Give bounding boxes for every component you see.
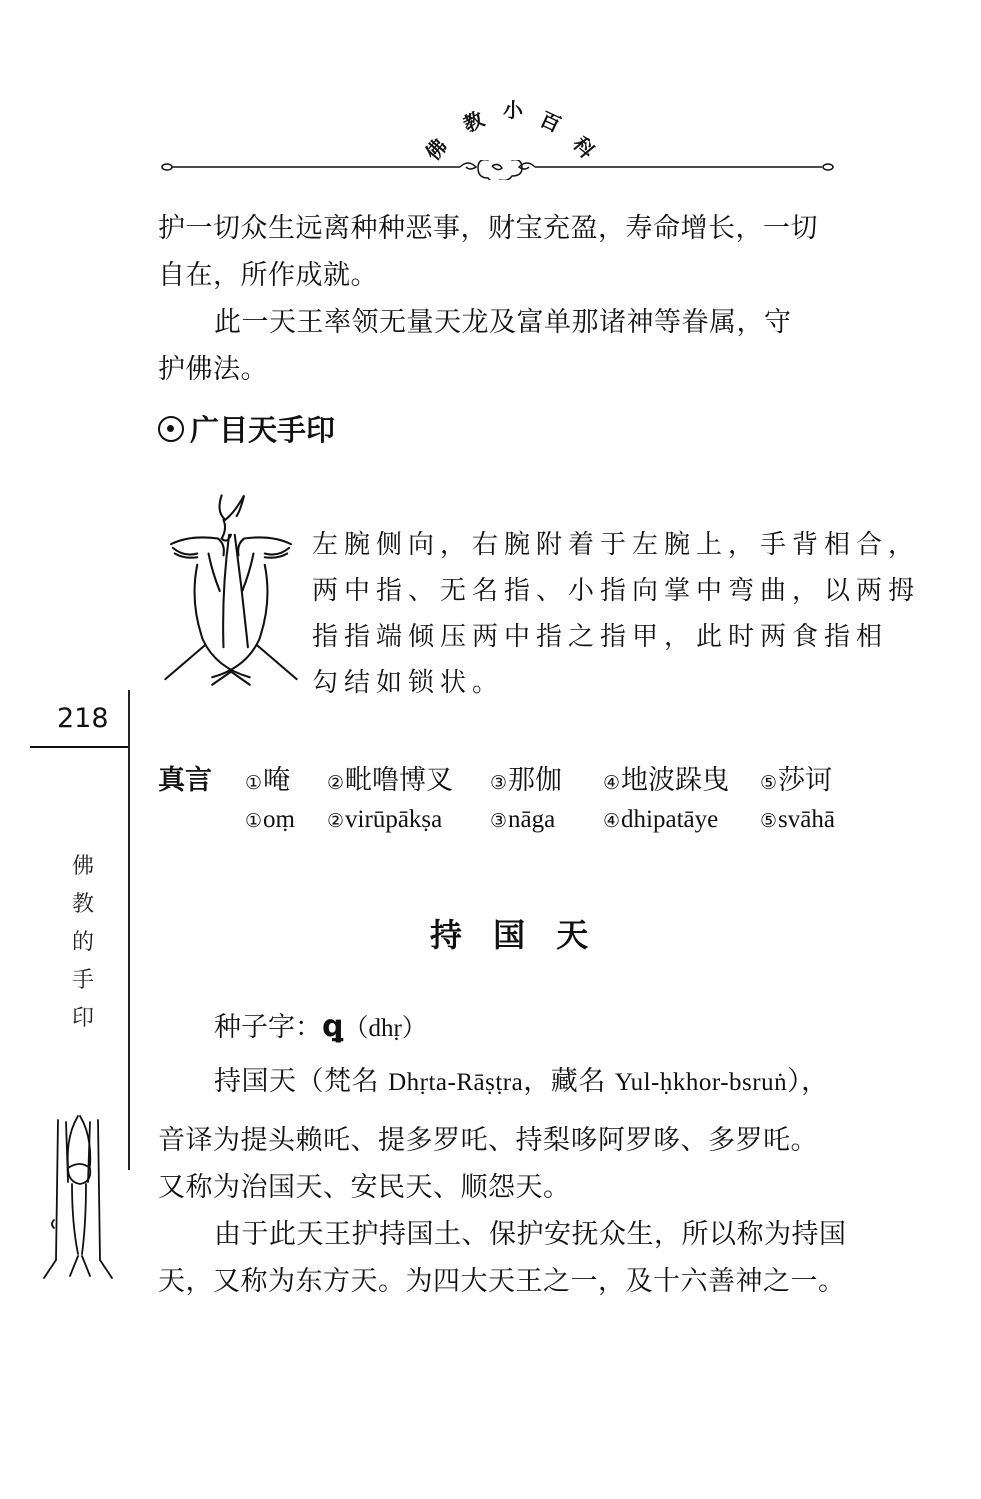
text-span: 持国天（梵名 — [214, 1066, 389, 1097]
mantra-cn: 唵 — [263, 765, 291, 795]
mudra-heading-text: 广目天手印 — [190, 413, 336, 447]
mantra-chinese-row — [245, 758, 865, 797]
mantra-latin: svāhā — [778, 806, 835, 833]
mantra-number: ① — [245, 811, 263, 832]
text-line: 由于此天王护持国土、保护安抚众生，所以称为持国 — [214, 1219, 847, 1250]
text-span: ，藏名 — [523, 1066, 615, 1097]
mantra-item — [603, 806, 760, 834]
text-line: 勾结如锁状。 — [312, 668, 505, 698]
paragraph-retinue — [158, 299, 858, 393]
mantra-item — [327, 806, 490, 834]
mantra-latin: oṃ — [263, 806, 295, 833]
mantra-cn: 莎诃 — [778, 765, 833, 795]
mudra-description — [312, 522, 921, 706]
running-title-char: 教 — [459, 106, 488, 137]
mantra-number: ⑤ — [760, 773, 778, 794]
mantra-item — [245, 806, 327, 834]
mantra-number: ④ — [603, 811, 621, 832]
margin-vertical-rule — [128, 690, 130, 1170]
paragraph-continuation — [158, 205, 858, 299]
section-title: 持 国 天 — [430, 916, 599, 954]
vertical-title-char: 教 — [71, 892, 94, 917]
text-line: 又称为治国天、安民天、顺怨天。 — [158, 1172, 571, 1203]
vertical-title-char: 佛 — [71, 854, 94, 879]
paragraph-reason — [158, 1211, 858, 1305]
vertical-title-char: 手 — [71, 968, 94, 993]
mantra-latin: virūpākṣa — [345, 806, 443, 833]
mantra-latin: nāga — [508, 806, 556, 833]
text-line: 护一切众生远离种种恶事，财宝充盈，寿命增长，一切 — [158, 213, 818, 244]
mantra-number: ② — [327, 811, 345, 832]
page-number-rule — [30, 746, 130, 748]
mantra-label: 真言 — [158, 765, 212, 796]
mantra-cn: 毗噜博叉 — [345, 765, 454, 795]
text-line: 护佛法。 — [158, 354, 268, 385]
mantra-item — [327, 758, 490, 797]
name-line — [158, 1058, 858, 1106]
seed-label: 种子字： — [214, 1012, 322, 1043]
circled-dot-icon — [158, 416, 184, 442]
running-title — [415, 92, 605, 165]
text-line: 两中指、无名指、小指向掌中弯曲，以两拇 — [312, 576, 921, 606]
ornamental-header-rule — [160, 160, 835, 180]
running-title-char: 小 — [503, 98, 523, 122]
tibetan-name: Yul-ḥkhor-bsruṅ — [614, 1069, 788, 1096]
mantra-latin-row — [245, 806, 865, 834]
mudra-hands-illustration — [156, 482, 306, 700]
mantra-item — [490, 758, 603, 797]
mudra-heading — [158, 408, 335, 449]
mantra-item — [760, 758, 832, 797]
mudra-thumbnail-illustration — [40, 1110, 120, 1290]
cloud-ornament-icon — [460, 160, 535, 180]
mantra-latin: dhipatāye — [621, 806, 719, 833]
margin-vertical-title — [68, 848, 98, 1038]
text-line: 此一天王率领无量天龙及富单那诸神等眷属，守 — [214, 307, 792, 338]
vertical-title-char: 印 — [71, 1006, 94, 1031]
mantra-item — [603, 758, 760, 797]
seed-syllable-glyph: ꝗ — [322, 1009, 344, 1044]
text-line: 天，又称为东方天。为四大天王之一，及十六善神之一。 — [158, 1266, 846, 1297]
mantra-number: ⑤ — [760, 811, 778, 832]
mantra-number: ③ — [490, 811, 508, 832]
vertical-title-char: 的 — [71, 930, 94, 955]
text-line: 指指端倾压两中指之指甲，此时两食指相 — [312, 622, 889, 652]
seed-romanization: （dhṛ） — [343, 1015, 427, 1042]
paragraph-transliteration — [158, 1117, 858, 1211]
mantra-item — [490, 806, 603, 834]
page-number: 218 — [57, 703, 109, 734]
text-line: 音译为提头赖吒、提多罗吒、持梨哆阿罗哆、多罗吒。 — [158, 1125, 818, 1156]
text-line: 左腕侧向，右腕附着于左腕上，手背相合， — [312, 530, 921, 560]
mantra-number: ③ — [490, 773, 508, 794]
mantra-cn: 那伽 — [508, 765, 563, 795]
text-line: 自在，所作成就。 — [158, 260, 378, 291]
mantra-item — [245, 758, 327, 797]
mantra-number: ④ — [603, 773, 621, 794]
running-title-char: 百 — [536, 106, 565, 137]
seed-syllable-line — [214, 1005, 427, 1044]
sanskrit-name: Dhṛta-Rāṣṭra — [388, 1069, 524, 1096]
mantra-cn: 地波跺曳 — [621, 765, 730, 795]
text-span: ）， — [787, 1066, 829, 1097]
mantra-number: ② — [327, 773, 345, 794]
mantra-item — [760, 806, 835, 834]
running-title-char: 科 — [568, 132, 600, 163]
mantra-number: ① — [245, 773, 263, 794]
running-title-char: 佛 — [420, 134, 452, 165]
